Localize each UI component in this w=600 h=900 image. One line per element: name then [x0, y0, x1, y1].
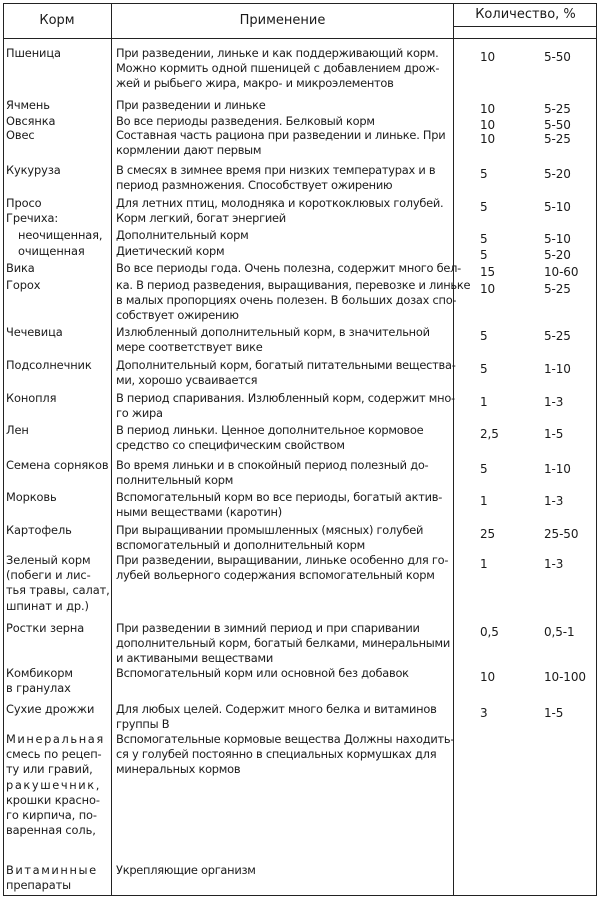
usage-text: жей и рыбьего жира, макро- и микроэлементов — [116, 76, 394, 91]
feed-name: Лен — [6, 423, 29, 437]
usage-text: При разведении, выращивании, линьке особенно для го- — [116, 553, 449, 567]
usage-text: При разведении в зимний период и при спаривании — [116, 621, 420, 635]
quantity-range: 5-20 — [544, 167, 571, 181]
feed-name: в гранулах — [6, 681, 71, 696]
quantity-typical: 0,5 — [480, 625, 499, 639]
quantity-typical: 15 — [480, 265, 496, 279]
quantity-typical: 10 — [480, 118, 496, 132]
usage-text: и активаными веществами — [116, 651, 273, 666]
feed-name: тья травы, салат, — [6, 583, 110, 598]
feed-name: го кирпича, по- — [6, 808, 97, 822]
feed-name: Гречиха: — [6, 211, 59, 225]
usage-text: период размножения. Способствует ожирению — [116, 178, 393, 193]
usage-text: В период линьки. Ценное дополнительное кормовое — [116, 423, 424, 437]
usage-text: вспомогательный и дополнительный корм — [116, 538, 365, 553]
usage-text: кормлении дают первым — [116, 143, 262, 158]
quantity-subrule — [453, 26, 597, 27]
quantity-typical: 10 — [480, 132, 496, 146]
feed-name: препараты — [6, 878, 72, 893]
quantity-typical: 25 — [480, 527, 496, 541]
usage-text: Составная часть рациона при разведении и линьке. При — [116, 128, 446, 142]
feed-name: Подсолнечник — [6, 358, 92, 372]
column-divider-1 — [111, 3, 112, 896]
feed-name: неочищенная, — [18, 228, 103, 242]
usage-text: Во время линьки и в спокойный период полезный до- — [116, 458, 429, 472]
feed-name: Конопля — [6, 391, 57, 405]
usage-text: минеральных кормов — [116, 762, 241, 777]
quantity-typical: 2,5 — [480, 427, 499, 441]
feed-name: Овсянка — [6, 114, 56, 128]
quantity-typical: 10 — [480, 282, 496, 296]
usage-text: Для любых целей. Содержит много белка и витаминов — [116, 702, 437, 716]
quantity-range: 5-25 — [544, 329, 571, 343]
usage-text: лубей вольерного содержания вспомогательный корм — [116, 568, 435, 583]
feed-name: Вика — [6, 261, 35, 275]
feed-name: Кукуруза — [6, 163, 61, 177]
quantity-typical: 5 — [480, 362, 488, 376]
usage-text: Диетический корм — [116, 244, 225, 258]
quantity-typical: 5 — [480, 167, 488, 181]
quantity-range: 0,5-1 — [544, 625, 575, 639]
usage-text: Для летних птиц, молодняка и короткоклювых голубей. — [116, 196, 444, 210]
quantity-range: 1-10 — [544, 362, 571, 376]
usage-text: дополнительный корм, богатый белками, минеральными — [116, 636, 451, 651]
feed-name: шпинат и др.) — [6, 598, 89, 613]
feed-name: смесь по рецеп- — [6, 747, 102, 762]
quantity-typical: 10 — [480, 102, 496, 116]
usage-text: В период спаривания. Излюбленный корм, содержит мно- — [116, 391, 455, 405]
usage-text: Во все периоды года. Очень полезна, содержит много бел- — [116, 261, 462, 275]
quantity-range: 5-10 — [544, 200, 571, 214]
usage-text: го жира — [116, 406, 163, 421]
feed-name: Ячмень — [6, 98, 50, 112]
quantity-typical: 10 — [480, 670, 496, 684]
feed-name: варенная соль, — [6, 823, 96, 838]
feed-name: ту или гравий, — [6, 762, 93, 777]
usage-text: ка. В период разведения, выращивания, перевозке и линьке — [116, 278, 471, 292]
quantity-range: 1-3 — [544, 494, 564, 508]
quantity-range: 1-5 — [544, 427, 564, 441]
usage-text: Укрепляющие организм — [116, 863, 256, 877]
feed-name: Пшеница — [6, 46, 61, 60]
quantity-typical: 5 — [480, 248, 488, 262]
feed-name: Морковь — [6, 490, 57, 504]
usage-text: ми, хорошо усваивается — [116, 373, 258, 388]
usage-text: При разведении, линьке и как поддерживающий корм. — [116, 46, 439, 60]
usage-text: Излюбленный дополнительный корм, в значительной — [116, 325, 430, 339]
usage-text: группы В — [116, 717, 170, 732]
usage-text: Дополнительный корм, богатый питательными вещества- — [116, 358, 456, 372]
quantity-range: 5-20 — [544, 248, 571, 262]
usage-text: В смесях в зимнее время при низких температурах и в — [116, 163, 436, 177]
usage-text: ными веществами (каротин) — [116, 505, 282, 520]
feed-name: Просо — [6, 196, 42, 210]
quantity-range: 1-5 — [544, 706, 564, 720]
feed-name: ракушечник, — [6, 777, 101, 792]
header-quantity: Количество, % — [475, 7, 576, 22]
usage-text: При разведении и линьке — [116, 98, 266, 112]
quantity-typical: 1 — [480, 557, 488, 571]
usage-text: Во все периоды разведения. Белковый корм — [116, 114, 375, 128]
quantity-range: 5-50 — [544, 118, 571, 132]
quantity-typical: 5 — [480, 329, 488, 343]
feed-name: Зеленый корм — [6, 553, 91, 567]
quantity-typical: 5 — [480, 462, 488, 476]
feed-name: Комбикорм — [6, 666, 73, 680]
quantity-range: 5-25 — [544, 102, 571, 116]
feed-name: Витаминные — [6, 863, 98, 877]
header-usage: Применение — [239, 13, 326, 28]
usage-text: средство со специфическим свойством — [116, 438, 345, 453]
feed-name: Ростки зерна — [6, 621, 85, 635]
usage-text: Вспомогательный корм во все периоды, богатый актив- — [116, 490, 443, 504]
usage-text: Вспомогательные кормовые вещества Должны находить- — [116, 732, 455, 746]
feed-name: Горох — [6, 278, 41, 292]
quantity-range: 1-3 — [544, 557, 564, 571]
quantity-typical: 10 — [480, 50, 496, 64]
feed-name: Минеральная — [6, 732, 105, 746]
feed-table — [3, 3, 597, 896]
feed-name: (побеги и лис- — [6, 568, 91, 583]
quantity-range: 10-60 — [544, 265, 579, 279]
quantity-range: 1-3 — [544, 395, 564, 409]
feed-name: Чечевица — [6, 325, 63, 339]
usage-text: Можно кормить одной пшеницей с добавлением дрож- — [116, 61, 440, 76]
usage-text: При выращивании промышленных (мясных) голубей — [116, 523, 424, 537]
usage-text: Вспомогательный корм или основной без добавок — [116, 666, 409, 680]
usage-text: Дополнительный корм — [116, 228, 249, 242]
feed-name: очищенная — [18, 244, 85, 258]
header-bottom-rule — [3, 38, 597, 39]
header-feed: Корм — [39, 13, 75, 28]
quantity-range: 10-100 — [544, 670, 586, 684]
feed-name: Картофель — [6, 523, 72, 537]
usage-text: мере соответствует вике — [116, 340, 263, 355]
quantity-range: 5-25 — [544, 282, 571, 296]
usage-text: в малых пропорциях очень полезен. В больших дозах спо- — [116, 293, 457, 308]
quantity-typical: 3 — [480, 706, 488, 720]
quantity-range: 25-50 — [544, 527, 579, 541]
quantity-typical: 1 — [480, 494, 488, 508]
feed-name: Овес — [6, 128, 35, 142]
quantity-typical: 5 — [480, 232, 488, 246]
quantity-range: 5-10 — [544, 232, 571, 246]
quantity-typical: 5 — [480, 200, 488, 214]
feed-name: Сухие дрожжи — [6, 702, 95, 716]
quantity-range: 1-10 — [544, 462, 571, 476]
quantity-range: 5-50 — [544, 50, 571, 64]
quantity-typical: 1 — [480, 395, 488, 409]
column-divider-2 — [453, 3, 454, 896]
usage-text: ся у голубей постоянно в специальных кормушках для — [116, 747, 437, 762]
usage-text: собствует ожирению — [116, 308, 239, 323]
usage-text: полнительный корм — [116, 473, 234, 488]
usage-text: Корм легкий, богат энергией — [116, 211, 286, 225]
quantity-range: 5-25 — [544, 132, 571, 146]
feed-name: Семена сорняков — [6, 458, 109, 472]
feed-name: крошки красно- — [6, 792, 100, 807]
